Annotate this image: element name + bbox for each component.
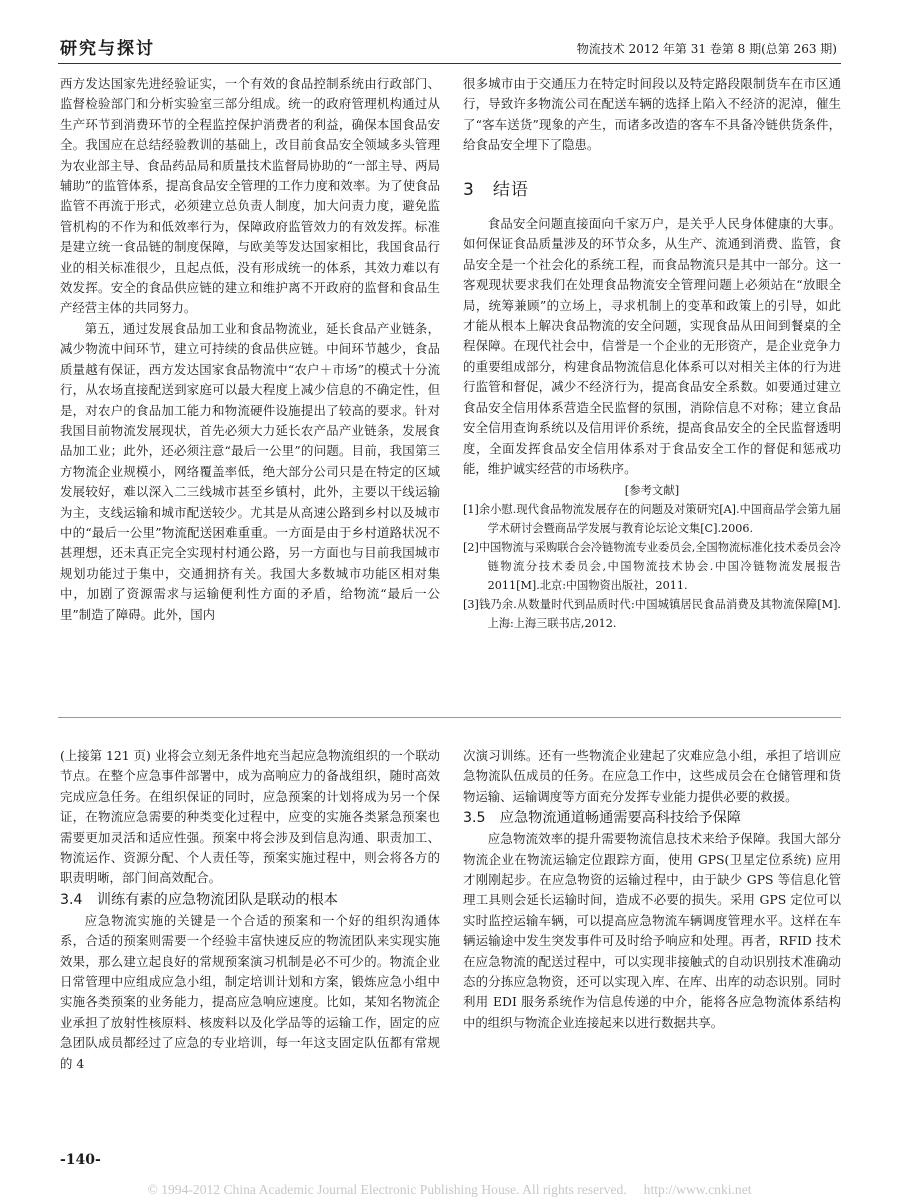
subsection-title: 3.5 应急物流通道畅通需要高科技给予保障 (463, 810, 741, 827)
header-rule (58, 63, 841, 64)
body-paragraph: 西方发达国家先进经验证实，一个有效的食品控制系统由行政部门、监督检验部门和分析实验室三部分组成。统一的政府管理机构通过从生产环节到消费环节的全程监控保护消费者的利益，确保本国食品安全。我国应在总结经验教训的基础上，改目前食品安全领域多头管理为农业部主导、食品药品局和质量技术监督局协助的“一部主导、两局辅助”的监管体系，提高食品安全管理的工作力度和效率。为了使食品监管不再流于形式，必须建立总负责人制度，加大问责力度，避免监管机构的不作为和低效率行为，保障政府监管效力的有效发挥。标准是建立统一食品链的制度保障，与欧美等发达国家相比，我国食品行业的相关标准很少，且起点低，没有形成统一的体系，其效力难以有效发挥。安全的食品供应链的建立和维护离不开政府的监督和食品生产经营主体的共同努力。 (60, 76, 440, 316)
body-paragraph: 应急物流效率的提升需要物流信息技术来给予保障。我国大部分物流企业在物流运输定位跟踪方面，使用 GPS(卫星定位系统) 应用才刚刚起步。在应急物资的运输过程中，由于缺少 GPS 等信息化管理工具则会延长运输时间，造成不必要的损失。采用 GPS 定位可以实时监控运输车辆，可以提高应急物流车辆调度管理水平。这样在车辆运输途中发生突发事件可及时给予响应和处理。再者，RFID 技术在应急物流的配送过程中，可以实现非接触式的自动识别技术准确动态的分拣应急物资，还可以实现入库、在库、出库的动态识别。同时利用 EDI 服务系统作为信息传递的中介，能将各应急物流体系结构中的组织与物流企业连接起来以进行数据共享。 (463, 831, 841, 1030)
subsection-title: 3.4 训练有素的应急物流团队是联动的根本 (60, 891, 338, 908)
reference-item: [2]中国物流与采购联合会冷链物流专业委员会,全国物流标准化技术委员会冷链物流分技术委员会,中国物流技术协会.中国冷链物流发展报告 2011[M].北京:中国物资出版社，2011. (463, 541, 841, 593)
page-number: -140- (60, 1152, 101, 1168)
body-paragraph: 应急物流实施的关键是一个合适的预案和一个好的组织沟通体系，合适的预案则需要一个经验丰富快速反应的物流团队来实现实施效果，那么建立起良好的常规预案演习机制是必不可少的。物流企业日常管理中应组成应急小组，制定培训计划和方案，锻炼应急小组中实施各类预案的业务能力，提高应急响应速度。比如，某知名物流企业承担了放射性核原料、核废料以及化学品等的运输工作，固定的应急团队成员都经过了应急的专业培训，每一年这支固定队伍都有常规的 4 (60, 912, 440, 1071)
copyright-footer: © 1994-2012 China Academic Journal Electronic Publishing House. All rights reserved. http://www.cnki.net (147, 1182, 752, 1197)
top-right-column (463, 74, 841, 714)
journal-issue-header: 物流技术 2012 年第 31 卷第 8 期(总第 263 期) (576, 42, 837, 56)
top-left-column (60, 74, 440, 674)
bottom-right-column (463, 746, 841, 1152)
body-paragraph: 食品安全问题直接面向千家万户，是关乎人民身体健康的大事。如何保证食品质量涉及的环节众多，从生产、流通到消费、监管，食品安全是一个社会化的系统工程，而食品物流只是其中一部分。这一客观现状要求我们在处理食品物流安全管理问题上必须站在“放眼全局，统筹兼顾”的立场上，寻求机制上的变革和政策上的引导，如此才能从根本上解决食品物流的安全问题，实现食品从田间到餐桌的全程保障。在现代社会中，信誉是一个企业的无形资产，是企业竞争力的重要组成部分，构建食品物流信息化体系可以对相关主体的行为进行监管和督促，减少不经济行为，提高食品安全系数。如要通过建立食品安全信用体系营造全民监督的氛围，消除信息不对称；建立食品安全信用查询系统以及信用评价系统，提高食品安全的全民监督透明度，全面发挥食品安全信用体系对于食品安全工作的督促和惩戒功能，维护诚实经营的市场秩序。 (463, 216, 841, 476)
section-title-conclusion: 3 结语 (463, 179, 529, 200)
article-divider (58, 717, 841, 718)
references-title: [参考文献] (624, 483, 680, 498)
reference-item: [1]余小慰.现代食品物流发展存在的问题及对策研究[A].中国商品学会第九届学术研讨会暨商品学发展与教育论坛论文集[C].2006. (463, 503, 841, 536)
body-paragraph: 很多城市由于交通压力在特定时间段以及特定路段限制货车在市区通行，导致许多物流公司在配送车辆的选择上陷入不经济的泥淖，催生了“客车送货”现象的产生，而诸多改造的客车不具备冷链供货条件，给食品安全埋下了隐患。 (463, 76, 841, 153)
bottom-left-column (60, 746, 440, 1152)
body-paragraph: (上接第 121 页) 业将会立刻无条件地充当起应急物流组织的一个联动节点。在整个应急事件部署中，成为高响应力的备战组织，随时高效完成应急任务。在组织保证的同时，应急预案的计划将成为另一个保证，在物流应急需要的种类变化过程中，应变的实施各类紧急预案也需要更加灵活和适应性强。预案中将会涉及到信息沟通、职责加工、物流运作、资源分配、个人责任等，预案实施过程中，则会将各方的职责明晰，部门间高效配合。 (60, 748, 440, 886)
body-paragraph: 次演习训练。还有一些物流企业建起了灾难应急小组，承担了培训应急物流队伍成员的任务。在应急工作中，这些成员会在仓储管理和货物运输、运输调度等方面充分发挥专业能力提供必要的救援。 (463, 748, 841, 804)
body-paragraph: 第五，通过发展食品加工业和食品物流业，延长食品产业链条，减少物流中间环节，建立可持续的食品供应链。中间环节越少，食品质量越有保证，西方发达国家食品物流中“农户＋市场”的模式十分流行，从农场直接配送到家庭可以最大程度上减少信息的不确定性，但是，对农户的食品加工能力和物流硬件设施提出了较高的要求。针对我国目前物流发展现状，首先必须大力延长农产品产业链条，发展食品加工业；此外，还必须注意“最后一公里”的问题。目前，我国第三方物流企业规模小，网络覆盖率低，绝大部分公司只是在特定的区域发展较好，难以深入二三线城市甚至乡镇村，此外，主要以干线运输为主，支线运输和城市配送较少。尤其是从高速公路到乡村以及城市中的“最后一公里”物流配送困难重重。一方面是由于乡村道路状况不甚理想，还未真正完全实现村村通公路，另一方面也与目前我国城市规划功能过于集中，交通拥挤有关。我国大多数城市功能区相对集中，加剧了资源需求与运输便利性方面的矛盾，给物流“最后一公里”制造了障碍。此外，国内 (60, 320, 440, 622)
section-header: 研究与探讨 (60, 39, 155, 59)
reference-item: [3]钱乃余.从数量时代到品质时代:中国城镇居民食品消费及其物流保障[M].上海:上海三联书店,2012. (463, 598, 841, 631)
